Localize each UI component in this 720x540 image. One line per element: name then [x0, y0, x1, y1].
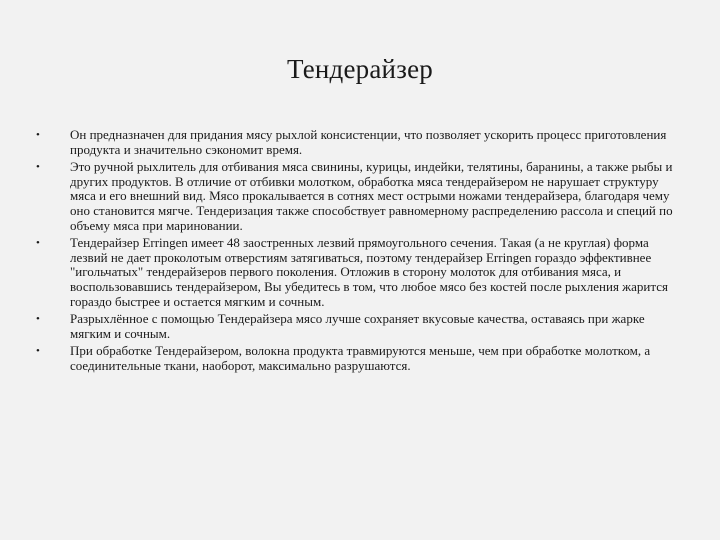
bullet-item	[36, 236, 686, 309]
bullet-icon: •	[36, 237, 40, 250]
bullet-icon: •	[36, 313, 40, 326]
bullet-text: Тендерайзер Erringen имеет 48 заостренных лезвий прямоугольного сечения. Такая (а не круглая) форма лезвий не дает проколотым отверстиям затягиваться, поэтому тендерайзер Erringen гораздо эффективнее "игольчатых" тендерайзеров первого поколения. Отложив в сторону молоток для отбивания мяса, и воспользовавшись тендерайзером, Вы убедитесь в том, что любое мясо без костей после рыхления жарится гораздо быстрее и остается мягким и сочным.	[70, 235, 668, 309]
bullet-icon: •	[36, 161, 40, 174]
bullet-text: Это ручной рыхлитель для отбивания мяса свинины, курицы, индейки, телятины, баранины, а также рыбы и других продуктов. В отличие от отбивки молотком, обработка мяса тендерайзером не нарушает структуру мяса и его внешний вид. Мясо прокалывается в сотнях мест острыми ножами тендерайзера, благодаря чему оно становится мягче. Тендеризация также способствует равномерному распределению рассола и специй по объему мяса при мариновании.	[70, 159, 673, 233]
bullet-text: При обработке Тендерайзером, волокна продукта травмируются меньше, чем при обработке молотком, а соединительные ткани, наоборот, максимально разрушаются.	[70, 343, 651, 373]
bullet-item	[36, 160, 686, 233]
bullet-icon: •	[36, 129, 40, 141]
bullet-item	[36, 128, 686, 157]
slide-title: Тендерайзер	[287, 54, 433, 84]
bullet-list	[36, 128, 686, 377]
bullet-item	[36, 344, 686, 373]
bullet-text: Он предназначен для придания мясу рыхлой консистенции, что позволяет ускорить процесс приготовления продукта и значительно сэкономит время.	[70, 127, 667, 157]
bullet-item	[36, 312, 686, 341]
bullet-icon: •	[36, 345, 40, 358]
bullet-text: Разрыхлённое с помощью Тендерайзера мясо лучше сохраняет вкусовые качества, оставаясь при жарке мягким и сочным.	[70, 311, 645, 341]
